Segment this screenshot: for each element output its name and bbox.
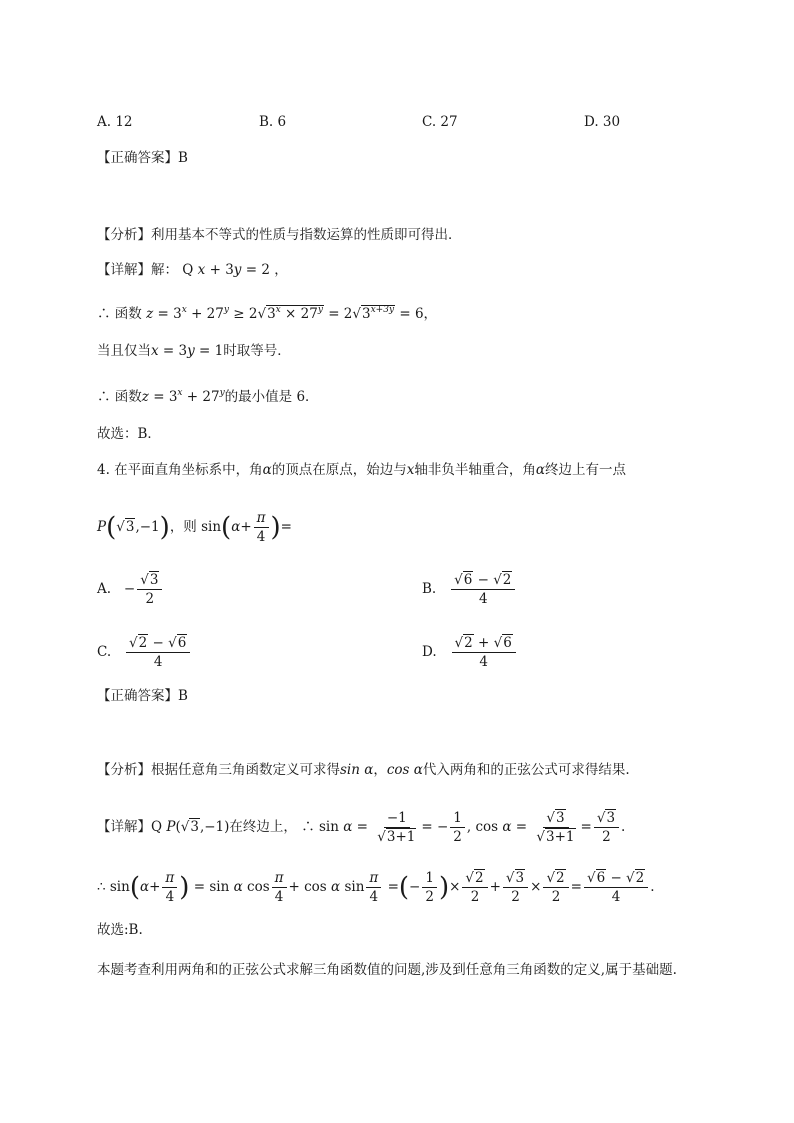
alpha-symbol: α [262, 462, 272, 478]
min-pre: ∴ 函数 [97, 389, 142, 405]
option-d: D. 30 [584, 114, 621, 130]
equality-pre: 当且仅当 [97, 343, 151, 359]
q4-stem-line-2: P(√3,−1)，则 sin(α+ $\frac{\pi}{4}$ )= [97, 510, 292, 545]
q4-stem-part: 终边上有一点 [545, 462, 627, 478]
q4-stem-part: 的顶点在原点，始边与 [271, 462, 407, 478]
equality-condition: x = 3y = 1 [151, 343, 224, 359]
detail-line-1 [97, 260, 288, 280]
analysis: 【分析】利用基本不等式的性质与指数运算的性质即可得出． [97, 227, 462, 243]
min-function: $z = 3^x + 27^y$ [141, 388, 225, 405]
detail-line-4 [97, 383, 319, 407]
min-post: 的最小值是 [224, 389, 293, 405]
detail-line-3 [97, 341, 291, 361]
choose-line: 故选：B． [97, 426, 161, 442]
function-inequality: $z = 3^x + 27^y \ge 2√3^x \times 27^y = 2√3^{x+3y} = 6$ [146, 305, 424, 322]
q4-stem-line-1 [97, 460, 626, 480]
option-b: B. 6 [259, 114, 287, 130]
correct-answer: 【正确答案】B [97, 150, 188, 166]
punct: ， [274, 262, 288, 278]
constraint-equation: x + 3y = 2 [197, 262, 270, 278]
detail-label: 【详解】解： [97, 262, 178, 278]
alpha-symbol: α [535, 462, 546, 478]
q4-summary: 本题考查利用两角和的正弦公式求解三角函数值的问题,涉及到任意角三角函数的定义,属于基础题. [97, 962, 677, 978]
min-value: 6 [296, 389, 306, 405]
func-word: 函数 [114, 306, 142, 322]
option-a: A. 12 [97, 114, 133, 130]
q4-analysis: 【分析】根据任意角三角函数定义可求得sin α，cos α代入两角和的正弦公式可求得结果. [97, 762, 630, 778]
q4-option-d: D. $\frac{√2 + √6}{4}$ [422, 635, 518, 670]
q4-stem-part: 轴非负半轴重合，角 [414, 462, 536, 478]
detail-line-2: ∴ 函数 $z = 3^x + 27^y \ge 2√3^x \times 27^y = 2√3^{x+3y} = 6$， [97, 305, 438, 322]
q4-correct-answer: 【正确答案】B [97, 688, 188, 704]
q4-detail-line-2: ∴ sin(α+ $\frac{\pi}{4}$ ) = sin α cos $\frac{\pi}{4}$ + cos α sin $\frac{\pi}{4}$ =(− $\frac{1}{2}$ )× $\frac{√2}{2}$ + $\frac{√3}{2}$ × $\frac{√2}{2}$ = $\frac{√6 - √2}{4}$ . [97, 870, 655, 905]
q4-option-b: B. $\frac{√6 - √2}{4}$ [422, 572, 517, 607]
equality-post: 时取等号． [223, 343, 291, 359]
q4-option-c: C. $\frac{√2 - √6}{4}$ [97, 635, 192, 670]
because-symbol: Q [182, 262, 194, 278]
x-symbol: x [406, 462, 415, 478]
q4-option-a: A. − $\frac{√3}{2}$ [97, 572, 164, 607]
punct: ． [305, 389, 319, 405]
q4-stem-part: 4. 在平面直角坐标系中，角 [97, 462, 263, 478]
option-c: C. 27 [422, 114, 458, 130]
q4-detail-line-1: 【详解】Q P(√3,−1)在终边上， ∴ sin α = $\frac{-1}{√3+1}$ = − $\frac{1}{2}$ , cos α = $\frac{√3}{√3+1}$ = $\frac{√3}{2}$ . [97, 810, 626, 845]
therefore-symbol: ∴ [97, 306, 111, 322]
q4-choose: 故选:B. [97, 922, 143, 938]
